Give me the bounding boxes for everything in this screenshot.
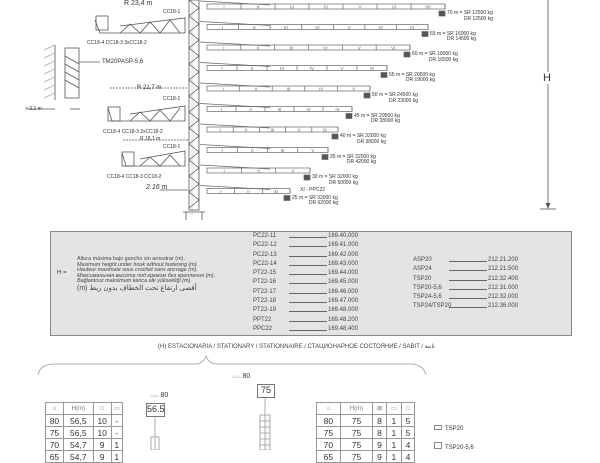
jib-section-label: IV — [323, 4, 329, 10]
jib-section-label: II — [256, 4, 260, 10]
jib-sr: SR 32000 kg — [356, 133, 386, 139]
jib-sr: SR 12500 kg — [463, 10, 493, 16]
left-config-table — [45, 402, 123, 463]
jib-dr: DR 12500 kg — [463, 15, 494, 22]
trolley-hook-icon — [304, 175, 310, 180]
jib-section-label: I — [221, 147, 223, 153]
jib-load-label: 45 m = SR 29500 kg DR 28000 kg — [354, 112, 401, 124]
jib-section-label: V — [311, 147, 315, 153]
jib-section-label: VII — [425, 4, 431, 10]
table-header: ⌂ H(m) □ ▭ — [46, 403, 123, 415]
counterjib-radius-2: R 21,7 m — [137, 85, 162, 91]
jib-section-label: I — [223, 45, 225, 51]
code-row: PT22-17 169.46.000 — [253, 288, 359, 295]
table-row — [46, 415, 123, 427]
jib-dr: DR 19000 kg — [405, 77, 436, 83]
jib-section-label: III — [286, 86, 291, 92]
jib-section-label: III — [270, 127, 275, 133]
jib-icon: ⌂⌂⌂ — [150, 393, 161, 399]
code-row: PT22-18 169.47.000 — [253, 298, 359, 305]
trolley-hook-icon — [422, 32, 428, 37]
jib-section-label: V — [347, 24, 351, 30]
code-row: TSP20-5,6 212.31.000 — [413, 284, 519, 291]
table-cell: 54,7 — [63, 439, 93, 451]
right-config-table — [316, 402, 415, 463]
jib-section-label: II — [247, 188, 250, 194]
jib-load-label: 40 m = SR 32000 kg DR 38000 kg — [340, 133, 387, 145]
trolley-hook-icon — [404, 52, 410, 57]
jib-length: 50 m — [372, 92, 384, 98]
jib-section-label: II — [256, 45, 260, 51]
jib-sr: SR 20500 kg — [405, 71, 435, 78]
counterjib-1 — [95, 16, 185, 33]
jib-tie — [200, 104, 270, 108]
jib-load-label: 60 m = SR 18000 kg DR 16500 kg — [412, 51, 459, 63]
stationary-caption: (H) ESTACIONARIA / STATIONARY / STATIONNAIRE / СТАЦИОНАРНОЕ СОСТОЯНИЕ / SABIT / ثابتة — [158, 344, 435, 350]
jib-section-label: III — [277, 106, 282, 112]
code-row: PT22-15 169.44.000 — [253, 270, 359, 277]
jib-dr: DR 16500 kg — [428, 56, 459, 63]
jib-sr: SR 32000 kg — [328, 174, 358, 180]
jib-section-label: V — [357, 45, 361, 51]
legend-swatch-icon — [434, 442, 442, 449]
jib-section-label: III — [290, 4, 294, 10]
code-row: PC22-14 169.43.000 — [253, 260, 359, 267]
jib-length: 45 m — [354, 112, 366, 119]
table-row — [317, 415, 415, 427]
table-row — [46, 451, 123, 463]
jib-dr: DR 50000 kg — [328, 179, 359, 186]
wall-distance-label: > 3,1 m — [25, 106, 42, 112]
table-cell: 1 — [386, 451, 401, 463]
jib-load-label: 30 m = SR 32000 kg DR 50000 kg — [312, 174, 359, 186]
jib-tie — [200, 1, 270, 5]
jib-tie — [200, 145, 270, 149]
jib-section-label: III — [289, 45, 294, 51]
jib-length: 65 m — [430, 30, 442, 37]
table-cell: 80 — [46, 415, 64, 427]
table-cell: 9 — [373, 451, 387, 463]
counterjib-ballast-1: CC18-4 CC18-3 3xCC18-2 — [87, 40, 147, 46]
jib-tie — [200, 22, 270, 26]
jib-load-label: 70 m = SR 12500 kg DR 12500 kg — [447, 10, 494, 22]
jib-length: 25 m — [292, 194, 304, 201]
jib-section-label: VI — [390, 45, 396, 51]
table-cell: 75 — [340, 451, 372, 463]
legend-item-tsp20 — [434, 425, 463, 432]
jib-section-label: III — [280, 65, 284, 71]
jib-section-label: V — [291, 168, 295, 174]
table-cell: 5 — [401, 427, 414, 439]
table-row — [46, 439, 123, 451]
mid-left-height-box: 56.5 — [146, 403, 165, 417]
jib-section-label: I — [219, 127, 221, 133]
code-row: ASP24 212.21.500 — [413, 266, 519, 273]
code-row: PPC22 169.48.400 — [253, 325, 359, 332]
table-cell: 65 — [46, 451, 64, 463]
table-cell: - — [111, 415, 122, 427]
table-cell: 75 — [317, 427, 341, 439]
height-info-box — [50, 231, 572, 336]
description-ar: (m) أقصى ارتفاع تحت الخطاف بدون ربط — [77, 284, 197, 292]
table-row — [317, 451, 415, 463]
jib-length: 60 m — [412, 51, 424, 57]
mast-width-label: 2.16 m — [146, 184, 168, 191]
table-cell: 70 — [317, 439, 341, 451]
jib-section-label: II — [250, 65, 254, 71]
jib-section-label: IV — [306, 106, 311, 112]
jib-section-label: V — [297, 127, 301, 133]
jib-tie — [200, 63, 270, 67]
mid-left-jib-value: 80 — [160, 392, 169, 399]
jib-section-label: IV — [323, 45, 328, 51]
table-cell: 9 — [93, 451, 111, 463]
jib-tie — [200, 83, 270, 87]
code-row: PPT22 169.48.200 — [253, 316, 359, 323]
mid-right-height-box: 75 — [257, 384, 275, 398]
jib-length: 40 m — [340, 133, 352, 139]
jib-sr: SR 32000 kg — [346, 153, 376, 160]
jib-section-label: VI — [391, 4, 397, 10]
jib-section-label: IV — [315, 24, 320, 30]
code-row: PC22-11 169.40.000 — [253, 233, 359, 239]
table-cell: 10 — [93, 427, 111, 439]
table-header: ⌂ H(m) ⊠ ▭ □ — [317, 403, 415, 415]
trolley-hook-icon — [381, 73, 387, 78]
jib-sr: SR 16000 kg — [446, 30, 476, 37]
jib-length: 70 m — [447, 10, 459, 16]
table-row — [317, 439, 415, 451]
jib-load-label: 65 m = SR 16000 kg DR 14500 kg — [430, 30, 477, 42]
trolley-hook-icon — [364, 93, 370, 98]
jib-dr: DR 23000 kg — [388, 97, 419, 104]
table-cell: 1 — [386, 415, 401, 427]
jib-load-label: 55 m = SR 20500 kg DR 19000 kg — [389, 71, 436, 83]
mast-section-label: TM20PASP-5,6 — [102, 59, 144, 65]
table-cell: 8 — [373, 415, 387, 427]
jib-section-label: IX — [322, 127, 328, 133]
table-row — [46, 427, 123, 439]
jib-icon: ⌂⌂⌂ — [232, 374, 243, 380]
table-cell: 9 — [373, 439, 387, 451]
description-en: Maximum height under hook without fastening (m). — [77, 261, 199, 268]
jib-dr: DR 28000 kg — [370, 118, 401, 124]
counterjib-2 — [108, 88, 188, 121]
jib-sr: SR 24500 kg — [388, 92, 418, 98]
jib-section-label: IX — [335, 106, 340, 112]
table-cell: - — [111, 427, 122, 439]
table-cell: 54,7 — [63, 451, 93, 463]
jib-section-label: IV — [318, 86, 324, 92]
jib-section-label: II — [245, 127, 248, 133]
mid-left-jib-label — [150, 392, 168, 399]
jib-sr: SR 18000 kg — [428, 51, 458, 57]
counterjib-top-label-1: CC18-1 — [163, 9, 181, 15]
table-cell: 1 — [386, 439, 401, 451]
table-cell: 5 — [401, 415, 414, 427]
table-cell: 75 — [340, 439, 372, 451]
jib-dr: DR 42000 kg — [346, 159, 377, 165]
jib-dr: DR 14500 kg — [446, 36, 477, 42]
trolley-hook-icon — [346, 114, 352, 119]
counterjib-radius-3: R 18,1 m — [140, 136, 161, 142]
table-cell: 9 — [93, 439, 111, 451]
code-row: PT22-16 169.45.000 — [253, 279, 359, 286]
trolley-hook-icon — [439, 11, 445, 16]
jib-load-label: 35 m = SR 32000 kg DR 42000 kg — [330, 153, 377, 165]
jib-section-label: V — [352, 86, 356, 92]
legend-swatch-icon — [434, 425, 442, 430]
table-row — [317, 427, 415, 439]
counterjib-radius-1: R 23,4 m — [124, 0, 153, 7]
table-cell: 4 — [401, 439, 414, 451]
table-cell: 1 — [111, 451, 122, 463]
jib-section-label: II — [254, 86, 258, 92]
jib-section-label: I — [220, 106, 223, 112]
jib-section-label: II — [253, 24, 256, 30]
jib-section-label: IX — [369, 65, 375, 71]
jib-section-label: XI — [274, 188, 279, 194]
jib-section-label: I — [220, 188, 222, 194]
ppc-label: XI - PPC22 — [300, 187, 326, 193]
jib-length: 30 m — [312, 174, 324, 180]
description-fr: Hauteur maximale sous crochet sans ancrage (m). — [77, 267, 198, 274]
trolley-hook-icon — [332, 134, 338, 139]
table-cell: 8 — [373, 427, 387, 439]
table-cell: 80 — [317, 415, 341, 427]
jib-section-label: III — [284, 24, 288, 30]
jib-section-label: I — [223, 4, 225, 10]
jib-section-label: III — [280, 147, 285, 153]
mid-right-jib-value: 80 — [242, 373, 251, 380]
jib-length: 55 m — [389, 71, 401, 78]
height-prefix: H = — [57, 270, 67, 276]
counterjib-ballast-3: CC18-4 CC18-3 CC18-2 — [107, 174, 162, 180]
legend-label: TSP20-5,6 — [445, 445, 474, 451]
counterjib-top-label-2: CC18-1 — [163, 96, 181, 102]
jib-section-label: VI — [378, 24, 383, 30]
jib-section-label: II — [249, 106, 252, 112]
table-cell: 1 — [111, 439, 122, 451]
table-cell: 56,5 — [63, 427, 93, 439]
jib-section-label: I — [221, 65, 223, 71]
jib-section-label: IV — [309, 65, 315, 71]
trolley-hook-icon — [284, 196, 290, 201]
code-row: ASP20 212.21.200 — [413, 257, 519, 263]
jib-sr: SR 32000 kg — [308, 194, 338, 201]
jib-dr: DR 62000 kg — [308, 200, 339, 206]
code-row: TSP24/TSP20 212.36.000 — [413, 303, 519, 310]
jib-section-label: I — [223, 168, 225, 174]
description-ru: Максимальная высота под крюком без крепления (m). — [77, 272, 216, 279]
jib-tie — [200, 42, 270, 46]
jib-section-label: I — [222, 24, 224, 30]
mast-codes-list — [413, 256, 518, 312]
height-descriptions — [77, 257, 215, 293]
counterjib-ballast-2: CC18-4 CC18-3 2xCC18-2 — [103, 129, 163, 135]
description-es: Altura máxima bajo gancho sin arriostrar (m). — [77, 256, 185, 262]
table-cell: 4 — [401, 451, 414, 463]
description-tr: Bağlantısız maksimum kanca altı yüksekliği (m). — [77, 278, 192, 285]
jib-dr: DR 38000 kg — [356, 138, 387, 145]
jib-section-label: I — [222, 86, 224, 92]
trolley-hook-icon — [322, 155, 328, 160]
mid-right-jib-label — [232, 373, 250, 380]
jib-section-label: V — [358, 4, 362, 10]
table-cell: 75 — [340, 427, 372, 439]
legend-label: TSP20 — [445, 426, 464, 432]
code-row: TSP20 212.32.400 — [413, 275, 519, 282]
code-row: PC22-13 169.42.000 — [253, 251, 359, 258]
jib-length: 35 m — [330, 153, 342, 160]
jib-section-label: II — [251, 147, 254, 153]
jib-sr: SR 29500 kg — [370, 112, 400, 119]
table-cell: 75 — [340, 415, 372, 427]
table-cell: 75 — [46, 427, 64, 439]
code-row: PC22-12 169.41.000 — [253, 242, 359, 249]
table-cell: 56,5 — [63, 415, 93, 427]
counterjib-top-label-3: CC18-1 — [163, 144, 181, 150]
jib-section-label: IX — [410, 24, 415, 30]
part-codes-list — [253, 232, 358, 334]
code-row: PT22-19 169.48.000 — [253, 307, 359, 314]
code-row: TSP24-5,6 212.32.000 — [413, 294, 519, 301]
height-dimension-label: H — [543, 72, 551, 84]
jib-section-label: II — [257, 168, 260, 174]
table-cell: 1 — [386, 427, 401, 439]
jib-load-label: 50 m = SR 24500 kg DR 23000 kg — [372, 92, 419, 104]
jib-load-label: 25 m = SR 32000 kg DR 62000 kg — [292, 194, 339, 206]
table-cell: 65 — [317, 451, 341, 463]
jib-section-label: V — [340, 65, 344, 71]
table-cell: 10 — [93, 415, 111, 427]
table-cell: 70 — [46, 439, 64, 451]
